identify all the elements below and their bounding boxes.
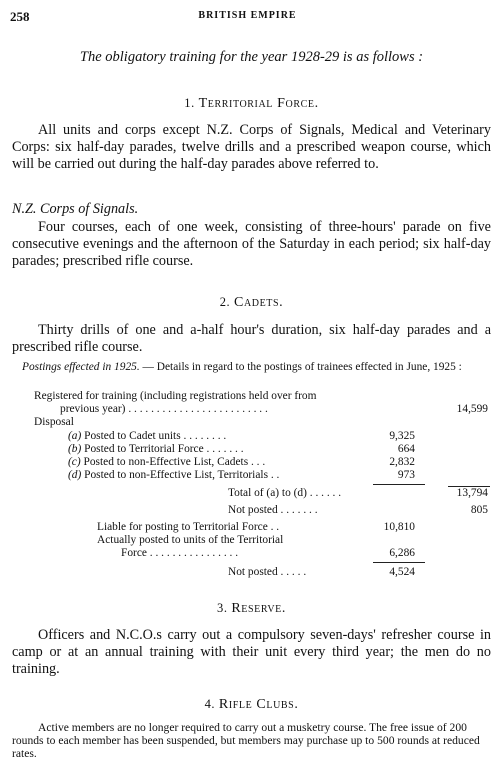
territorial-body: All units and corps except N.Z. Corps of Signals, Medical and Veterinary Corps: six half-day parades, twelve drills and a prescribed weapon course, which will be carried out during the half-day parades above referred to.: [12, 122, 491, 172]
section-title: Cadets.: [234, 295, 284, 310]
section-heading-reserve: [0, 601, 503, 617]
section-title: Rifle Clubs.: [218, 697, 299, 712]
registered-value: 14,599: [456, 403, 488, 415]
section-number: 1.: [184, 96, 195, 110]
not-posted-2-label: Not posted: [228, 566, 278, 578]
section-heading-rifle-clubs: [0, 697, 503, 713]
not-posted-2-value: 4,524: [389, 566, 415, 578]
intro-line: The obligatory training for the year 1928-29 is as follows :: [79, 49, 424, 65]
disposal-value: 664: [397, 443, 415, 455]
disposal-value: 973: [397, 469, 415, 481]
actually-value: 6,286: [389, 547, 415, 559]
disposal-letter: (d): [68, 469, 82, 481]
section-number: 4.: [204, 697, 216, 711]
total-row: Total of (a) to (d) . . . . . .: [228, 487, 342, 499]
section-heading-cadets: [0, 295, 503, 311]
not-posted-label: Not posted: [228, 504, 278, 516]
section-title: Reserve.: [231, 601, 286, 616]
rifle-clubs-body: Active members are no longer required to carry out a musketry course. The free issue of 200 rounds to each member has been suspended, but members may purchase up to 500 rounds at reduced rates.: [12, 721, 480, 760]
registered-label: Registered for training (including registrations held over from: [34, 390, 317, 402]
reserve-body: Officers and N.C.O.s carry out a compulsory seven-days' refresher course in camp or at an annual training with their unit every third year; the men do no training.: [12, 627, 491, 677]
page-number: 258: [10, 9, 30, 24]
disposal-letter: (a): [68, 430, 82, 442]
total-rule: [448, 486, 490, 487]
liable-row: Liable for posting to Territorial Force . .: [97, 521, 280, 533]
disposal-row: (d) Posted to non-Effective List, Territorials . .: [68, 469, 280, 481]
disposal-label-text: Posted to Territorial Force: [84, 443, 204, 455]
disposal-label: Disposal: [34, 416, 74, 428]
disposal-letter: (c): [68, 456, 81, 468]
section-title: Territorial Force.: [198, 96, 319, 111]
total-value: 13,794: [456, 487, 488, 499]
section-number: 3.: [217, 601, 228, 615]
page-header: [10, 9, 485, 25]
registered-label-line2: previous year) . . . . . . . . . . . . . . . . . . . . . . . . .: [60, 403, 268, 415]
not-posted-row: Not posted . . . . . . .: [228, 504, 318, 516]
postings-paragraph: [12, 361, 491, 374]
disposal-row: (a) Posted to Cadet units . . . . . . . .: [68, 430, 227, 442]
actually-label: Actually posted to units of the Territorial: [97, 534, 284, 546]
actually-row-line2: Force . . . . . . . . . . . . . . . .: [121, 547, 239, 559]
signals-subheading: N.Z. Corps of Signals.: [12, 201, 139, 217]
actually-rule: [373, 562, 425, 563]
liable-label: Liable for posting to Territorial Force: [97, 521, 268, 533]
not-posted-2-row: Not posted . . . . .: [228, 566, 307, 578]
disposal-value: 2,832: [389, 456, 415, 468]
postings-text: — Details in regard to the postings of trainees effected in June, 1925 :: [139, 361, 462, 373]
section-number: 2.: [219, 295, 231, 309]
signals-body: Four courses, each of one week, consisting of three-hours' parade on five consecutive evenings and the afternoon of the Saturday in each period; six half-day parades; prescribed rifle course.: [12, 219, 491, 269]
section-heading-territorial: [0, 96, 503, 112]
liable-value: 10,810: [383, 521, 415, 533]
disposal-label-text: Posted to non-Effective List, Territorials: [84, 469, 268, 481]
disposal-letter: (b): [68, 443, 82, 455]
postings-lead: Postings effected in 1925.: [22, 361, 140, 373]
cadets-body: Thirty drills of one and a-half hour's duration, six half-day parades and a prescribed rifle course.: [12, 322, 491, 355]
disposal-label-text: Posted to non-Effective List, Cadets: [83, 456, 249, 468]
running-title: BRITISH EMPIRE: [198, 10, 297, 21]
actually-label-2: Force: [121, 547, 147, 559]
total-label: Total of (a) to (d): [228, 487, 307, 499]
not-posted-value: 805: [470, 504, 488, 516]
disposal-row: (b) Posted to Territorial Force . . . . . . .: [68, 443, 244, 455]
subtotal-rule: [373, 484, 425, 485]
disposal-row: (c) Posted to non-Effective List, Cadets . . .: [68, 456, 266, 468]
disposal-label-text: Posted to Cadet units: [84, 430, 181, 442]
registered-label-2: previous year): [60, 403, 126, 415]
disposal-value: 9,325: [389, 430, 415, 442]
